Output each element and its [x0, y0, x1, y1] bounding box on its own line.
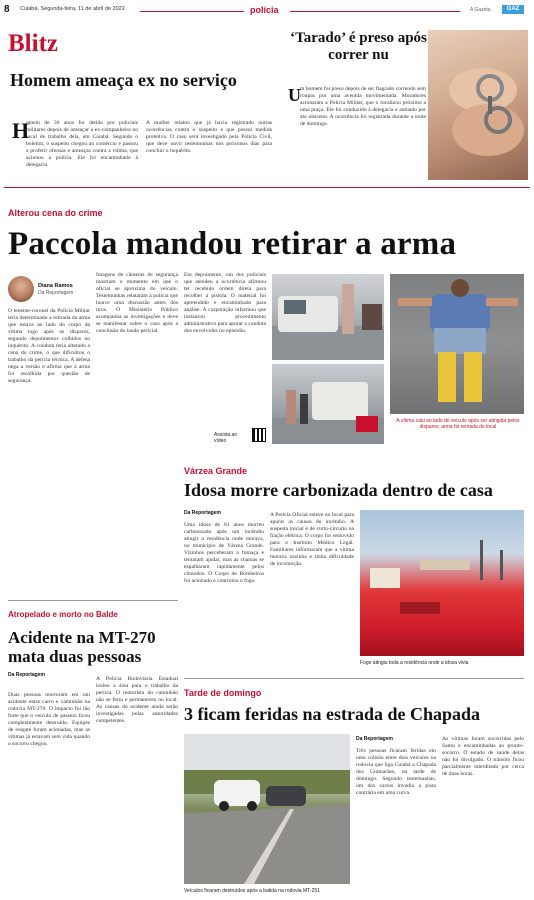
lead-headline: Paccola mandou retirar a arma [8, 226, 457, 262]
idosa-fire-photo [360, 510, 524, 656]
chapada-kicker: Tarde de domingo [184, 688, 262, 698]
acidente-kicker: Atropelado e morto no Balde [8, 610, 118, 619]
brand-name: A Gazeta [470, 7, 491, 13]
chapada-col1: Três pessoas ficaram feridas em uma colisão entre dois veículos na rodovia que liga Cuiabá a Chapada dos Guimarães, na tarde de domingo. Segundo testemunhas, um dos carros invadiu a pista contrária em uma curva. [356, 748, 436, 796]
brand-badge: GAZ [502, 5, 524, 14]
blitz-story1-dropcap: H [12, 118, 30, 143]
idosa-col2: A Perícia Oficial esteve no local para apurar as causas do incêndio. A suspeita inicial é de curto-circuito na fiação elétrica. O corpo foi removido para o Instituto Médico Legal. Familiares informaram que a vítima morava sozinha e tinha dificuldade de locomoção. [270, 512, 354, 567]
lead-photo-car-1 [272, 274, 384, 360]
lead-divider [8, 600, 178, 601]
blitz-story1-col1: omem de 36 anos foi detido por policiais militares depois de ameaçar a ex-companheira no local de trabalho dela, em Cuiabá. Segundo o boletim, o suspeito chegou ao comércio e passou a proferir ofensas e ameaças contra a vítima, que acionou a polícia. Ele foi encaminhado à delegacia. [26, 120, 138, 168]
lead-col1: O tenente-coronel da Polícia Militar teria determinado a retirada da arma que estava ao lado do corpo da vítima logo após os disparos, segundo depoimentos colhidos no inquérito. A conduta teria alterado a cena do crime, o que dificultou o trabalho da perícia técnica. A defesa nega a versão e afirma que a arma foi recolhida por questão de segurança. [8, 308, 90, 384]
idosa-divider [184, 678, 524, 679]
header-rule-left [140, 11, 244, 12]
acidente-col1: Duas pessoas morreram em um acidente entre carro e caminhão na rodovia MT-270. O impacto foi tão forte que o veículo de passeio ficou completamente destruído. Equipes de resgate foram acionadas, mas as vítimas já estavam sem vida quando o socorro chegou. [8, 692, 90, 747]
page-header [0, 0, 534, 24]
blitz-story2-headline: ‘Tarado’ é preso após correr nu [290, 30, 427, 63]
chapada-crash-photo [184, 734, 350, 884]
idosa-col1: Uma idosa de 81 anos morreu carbonizada após um incêndio atingir a residência onde morava, no município de Várzea Grande. Vizinhos perceberam a fumaça e tentaram ajudar, mas as chamas se espalharam rapidamente pelos cômodos. O Corpo de Bombeiros foi acionado e controlou o fogo. [184, 522, 264, 584]
blitz-label: Blitz [8, 30, 58, 57]
handcuffs-photo [428, 30, 528, 180]
lead-photo-victim [390, 274, 524, 414]
blitz-story2-body: m homem foi preso depois de ser flagrado correndo sem roupas por uma avenida movimentada. Moradores acionaram a Polícia Militar, que o localizou próximo a uma praça. Ele foi conduzido à delegacia e autuado por ato obsceno. A ocorrência foi registrada durante a noite de domingo. [300, 86, 426, 127]
author-role: Da Reportagem [38, 290, 74, 296]
section-label: polícia [250, 5, 279, 15]
acidente-headline: Acidente na MT-270 mata duas pessoas [8, 628, 156, 666]
author-name: Diana Ramos [38, 283, 73, 289]
chapada-byline: Da Reportagem [356, 736, 393, 742]
blitz-story1-headline: Homem ameaça ex no serviço [10, 70, 237, 90]
acidente-col2: A Polícia Rodoviária Estadual isolou a área para o trabalho da perícia. O motorista do caminhão não se feriu e permaneceu no local. As causas do acidente ainda serão investigadas pelas autoridades competentes. [96, 676, 178, 724]
author-avatar [8, 276, 34, 302]
header-rule-right [290, 11, 460, 12]
idosa-kicker: Várzea Grande [184, 466, 248, 476]
qr-label: Assista ao vídeo [214, 432, 238, 444]
chapada-photo-caption: Veículos ficaram destruídos após a batida na rodovia MT-251 [184, 888, 320, 894]
lead-col3: Em depoimento, um dos policiais que atendeu a ocorrência afirmou ter recebido ordem direta para recolher a pistola. O material foi apreendido e encaminhado para análise. A corporação informou que instaurou procedimento administrativo para apurar a conduta dos envolvidos no episódio. [184, 272, 266, 334]
qr-code [252, 428, 266, 442]
dateline: Cuiabá, Segunda-feira, 11 de abril de 2022 [20, 6, 125, 12]
blitz-story1-col2: A mulher relatou que já havia registrado outras ocorrências contra o suspeito e que possui medida protetiva. O caso será investigado pela Polícia Civil, que deve ouvir testemunhas nos próximos dias para concluir o inquérito. [146, 120, 272, 154]
lead-photo-caption: A vítima caiu ao lado do veículo após ser atingida pelos disparos; arma foi retirada do local [396, 418, 520, 430]
lead-kicker: Alterou cena do crime [8, 208, 103, 218]
acidente-byline: Da Reportagem [8, 672, 45, 678]
idosa-byline: Da Reportagem [184, 510, 221, 516]
lead-col2: Imagens de câmeras de segurança mostram o momento em que o oficial se aproxima do veículo. Testemunhas relataram à polícia que houve uma discussão antes dos tiros. O Ministério Público acompanha as investigações e deve se manifestar sobre o caso após a conclusão do laudo pericial. [96, 272, 178, 334]
lead-photo-car-2 [272, 364, 384, 444]
page-number: 8 [4, 4, 10, 15]
chapada-headline: 3 ficam feridas na estrada de Chapada [184, 704, 480, 724]
chapada-col2: As vítimas foram socorridas pelo Samu e encaminhadas ao pronto-socorro. O estado de saúde delas não foi divulgado. O trânsito ficou parcialmente interditado por cerca de duas horas. [442, 736, 524, 777]
idosa-headline: Idosa morre carbonizada dentro de casa [184, 480, 493, 500]
idosa-photo-caption: Fogo atingiu toda a residência onde a idosa vivia [360, 660, 469, 666]
blitz-story2-dropcap: U [288, 85, 301, 105]
blitz-box [4, 24, 530, 188]
